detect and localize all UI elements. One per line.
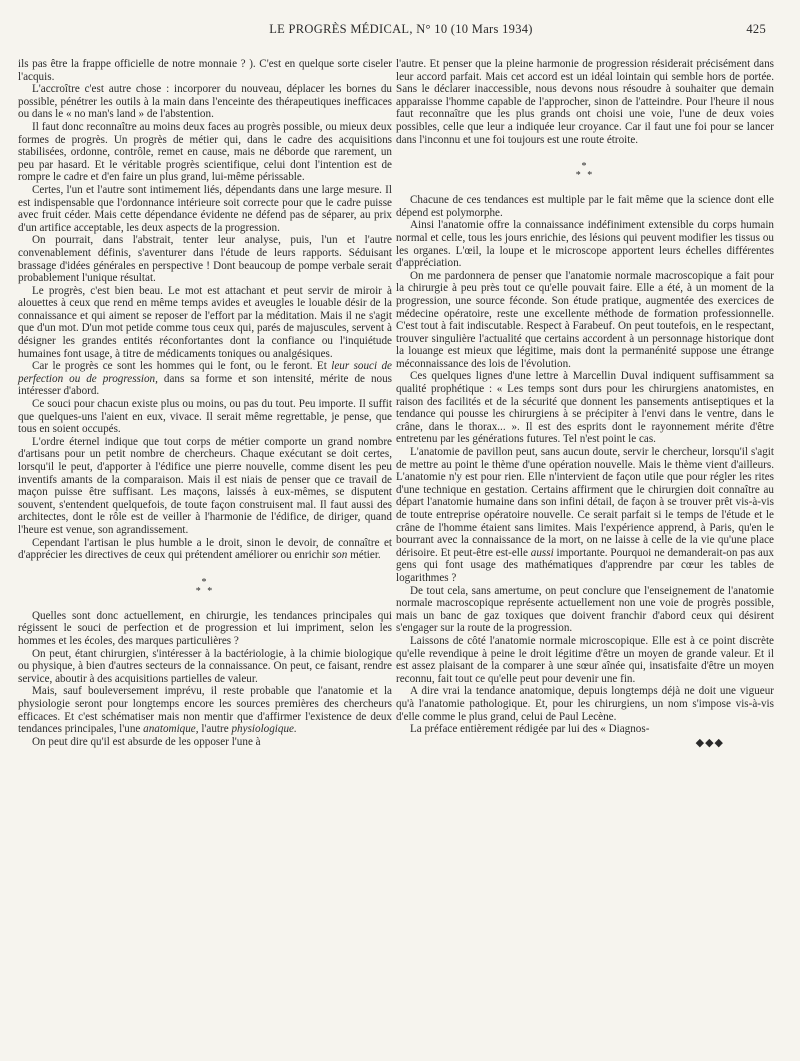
text-run: l'autre bbox=[198, 723, 232, 736]
paragraph: A dire vrai la tendance anatomique, depuis longtemps déjà ne doit une vigueur qu'à l'anatomie pathologique. Et, pour les chirurgiens, un nom s'impose vis-à-vis d'elle comme le plus grand, celui de Paul Lecène. bbox=[396, 685, 774, 723]
text-run: métier. bbox=[347, 549, 381, 562]
text-run: dans sa forme et son intensité, mérite de nous intéresser d'abord. bbox=[18, 372, 392, 398]
paragraph: On me pardonnera de penser que l'anatomie normale macroscopique a fait pour la chirurgie à peu près tout ce qu'elle pouvait faire. Elle a été, à un moment de la progression, une source féconde. Son étude pratique, augmentée des exercices de médecine opératoire, reste une excellente méthode de formation professionnelle. C'est tout à fait indiscutable. Respect à Farabeuf. On peut toutefois, en le respectant, trouver singulière l'actualité que certains accordent à un personnage historique dont la louange est mieux que légitime, mais dont la permanénité suppose une étrange méconnaissance des lois de l'évolution. bbox=[396, 269, 774, 370]
paragraph: Chacune de ces tendances est multiple par le fait même que la science dont elle dépend est polymorphe. bbox=[396, 194, 774, 219]
italic-text: physiologique. bbox=[231, 723, 297, 736]
paragraph: Le progrès, c'est bien beau. Le mot est attachant et peut servir de miroir à alouettes à ceux que rend en même temps avides et aveugles le louable désir de la connaissance et qui aiment se reposer de l'effort par la méditation. Mais il ne s'agit que d'un mot. D'un mot petide comme tous ceux qui, parés de majuscules, servent à désigner les grandes entités réconfortantes dont la confiance ou l'inquiétude humaines font usage, à titre de médicaments toniques ou analgésiques. bbox=[18, 284, 392, 360]
text-run: Cependant l'artisan le plus humble a le droit, sinon le devoir, de connaître et d'apprécier les directives de ceux qui prétendent améliorer ou enrichir bbox=[18, 536, 392, 562]
separator-stars: * * bbox=[195, 585, 215, 597]
paragraph bbox=[18, 537, 392, 562]
running-header bbox=[18, 20, 784, 44]
paragraph: Ainsi l'anatomie offre la connaissance indéfiniment extensible du corps humain normal et celle, tous les jours enrichie, des lésions qui peuvent modifier les tissus ou les organes. L'œil, la loupe et le microscope apportent leurs échelles différentes d'appréciation. bbox=[396, 219, 774, 270]
paragraph: Ces quelques lignes d'une lettre à Marcellin Duval indiquent suffisamment sa qualité prophétique : « Les temps sont durs pour les chirurgiens anatomistes, en raison des facilités et de la sécurité que donnent les pansements antiseptiques et la tendance qui pousse les chirurgiens à se précipiter à l'envi dans le ventre, dans le crâne, dans le thorax... ». Il est des esprits dont le rayonnement mérite d'être entretenu par les générations futures. Tel n'est point le cas. bbox=[396, 370, 774, 446]
text-run: L'anatomie de pavillon peut, sans aucun doute, servir le chercheur, lorsqu'il s'agit de mettre au point le thème d'une opération nouvelle. Mais le thème vient d'ailleurs. L'anatomie n'y est pour rien. Elle n'intervient de façon utile que pour régler les rites d'une technique en gestation. Certains affirment que le chirurgien doit connaître au départ l'anatomie humaine dans son infini détail, de façon à se trouver prêt vis-à-vis de toute entreprise opératoire nouvelle. Ce serait parfait si le temps de l'étude et le crâne de l'homme étaient sans limites. Mais l'expérience apprend, à Paris, qu'en le bourrant avec la connaissance de la mort, on ne laisse à celle de la vie qu'une place dérisoire. Et peut-être est-elle bbox=[396, 446, 774, 559]
page-number: 425 bbox=[746, 22, 766, 36]
paragraph: On peut dire qu'il est absurde de les opposer l'une à bbox=[32, 735, 261, 748]
paragraph: Certes, l'un et l'autre sont intimement liés, dépendants dans une large mesure. Il est indispensable que l'ordonnance intérieure soit correcte pour que le cadre puisse avec fruit céder. Mais cette dépendance évidente ne défend pas de séparer, au prix d'un artifice acceptable, les deux aspects de la progression. bbox=[18, 183, 392, 234]
text-run: Car le progrès ce sont les hommes qui le font, ou le feront. Et bbox=[32, 360, 332, 373]
section-separator bbox=[396, 162, 774, 180]
paragraph: On pourrait, dans l'abstrait, tenter leur analyse, puis, l'un et l'autre convenablement définis, s'aventurer dans l'étude de leurs rapports. Séduisant brassage d'idées générales en perspective ! Dont beaucoup de pompe verbale serait probablement l'unique résultat. bbox=[18, 234, 392, 285]
separator-stars: * * bbox=[575, 170, 595, 182]
paragraph: L'accroître c'est autre chose : incorporer du nouveau, déplacer les bornes du possible, pénétrer les outils à la main dans l'enceinte des thérapeutiques inefficaces ou dans le « no man's land » de l'abstention. bbox=[18, 83, 392, 121]
paragraph bbox=[18, 360, 392, 398]
italic-text: anatomique, bbox=[143, 723, 199, 736]
italic-text: son bbox=[331, 549, 348, 562]
paragraph bbox=[18, 685, 392, 735]
paragraph: Ce souci pour chacun existe plus ou moins, ou pas du tout. Peu importe. Il suffit que quelques-uns l'aient en eux, vivace. Il serait même regrettable, je pense, que tous en soient occupés. bbox=[18, 398, 392, 436]
paragraph: l'autre. Et penser que la pleine harmonie de progression résiderait précisément dans leur accord parfait. Mais cet accord est un idéal lointain qui semble hors de portée. Sans le déclarer inaccessible, nous devons nous résoudre à souhaiter que demain apparaisse l'homme capable de l'approcher, sinon de l'atteindre. Pour l'heure il nous faut reconnaître que les plus grands ont choisi une voie, l'une de deux voies possibles, celle que leur a indiquée leur croyance. Car il faut une foi pour se lancer dans l'inconnu et une foi toujours est une route étroite. bbox=[396, 58, 774, 146]
paragraph: De tout cela, sans amertume, on peut conclure que l'enseignement de l'anatomie normale macroscopique représente actuellement non une voie de progrès possible, mais un banc de gaz toxiques que doivent franchir d'abord ceux qui désirent s'engager sur la route de la progression. bbox=[396, 584, 774, 635]
paragraph: Il faut donc reconnaître au moins deux faces au progrès possible, ou mieux deux formes de progrès. Un progrès de métier qui, dans le cadre des acquisitions stabilisées, ordonne, contrôle, remet en cause, mais ne déborde que rarement, un peu par hasard. Et le véritable progrès scientifique, celui dont l'intention est de rompre le cadre et d'en faire un plus grand, lui-même périssable. bbox=[18, 120, 392, 184]
text-run: importante. Pourquoi ne demanderait-on pas aux gens qui font usage des mathématiques d'apprendre par cœur les tables de logarithmes ? bbox=[396, 546, 774, 584]
journal-title: LE PROGRÈS MÉDICAL, N° 10 (10 Mars 1934) bbox=[269, 22, 533, 36]
paragraph: Laissons de côté l'anatomie normale microscopique. Elle est à ce point discrète qu'elle revendique à peine le droit légitime d'être un moyen de grande valeur. Et il est assez plaisant de la comparer à une sœur aînée qui, insatisfaite d'être un moyen reconnu, fait tout ce qu'elle peut pour devenir une fin. bbox=[396, 634, 774, 685]
paragraph: ils pas être la frappe officielle de notre monnaie ? ). C'est en quelque sorte ciseler l'acquis. bbox=[18, 58, 392, 83]
italic-text: leur souci de perfection ou de progression, bbox=[18, 360, 392, 385]
separator-star: * bbox=[201, 576, 209, 588]
italic-text: aussi bbox=[530, 546, 554, 559]
paragraph bbox=[396, 446, 774, 585]
text-run: Mais, sauf bouleversement imprévu, il reste probable que l'anatomie et la physiologie seront pour longtemps encore les sources premières des chercheurs efficaces. Et c'est schématiser mais non mentir que d'affirmer l'existence de deux tendances principales, l'une bbox=[18, 685, 392, 736]
separator-star: * bbox=[581, 161, 589, 173]
paragraph: L'ordre éternel indique que tout corps de métier comporte un grand nombre d'artisans pour un petit nombre de chercheurs. Chaque exécutant se doit certes, lorsqu'il le peut, d'apporter à l'édifice une pierre nouvelle, comme disent les peu inventifs amants de la comparaison. Mais il est niais de penser que ce travail de maçon puisse être suffisant. Les maçons, laissés à eux-mêmes, se disputent souvent, s'entendent quelquefois, de toute façon construisent mal. Il faut aussi des architectes, dont le rôle est de veiller à l'harmonie de l'édifice, de diriger, quand l'heure est venue, son agrandissement. bbox=[18, 435, 392, 536]
paragraph: Quelles sont donc actuellement, en chirurgie, les tendances principales qui régissent le souci de perfection et de progression et lui impriment, selon les hommes et les écoles, des marques particulières ? bbox=[18, 609, 392, 647]
paragraph: La préface entièrement rédigée par lui des « Diagnos- bbox=[410, 723, 650, 736]
continuation-mark: ◆◆◆ bbox=[695, 736, 724, 749]
right-column bbox=[396, 58, 774, 749]
paragraph: On peut, étant chirurgien, s'intéresser à la bactériologie, à la chimie biologique ou physique, à bien d'autres secteurs de la connaissance. On peut, ce faisant, rendre service, aboutir à des acquisitions partielles de valeur. bbox=[18, 647, 392, 685]
left-column bbox=[18, 58, 392, 748]
section-separator bbox=[18, 578, 392, 596]
